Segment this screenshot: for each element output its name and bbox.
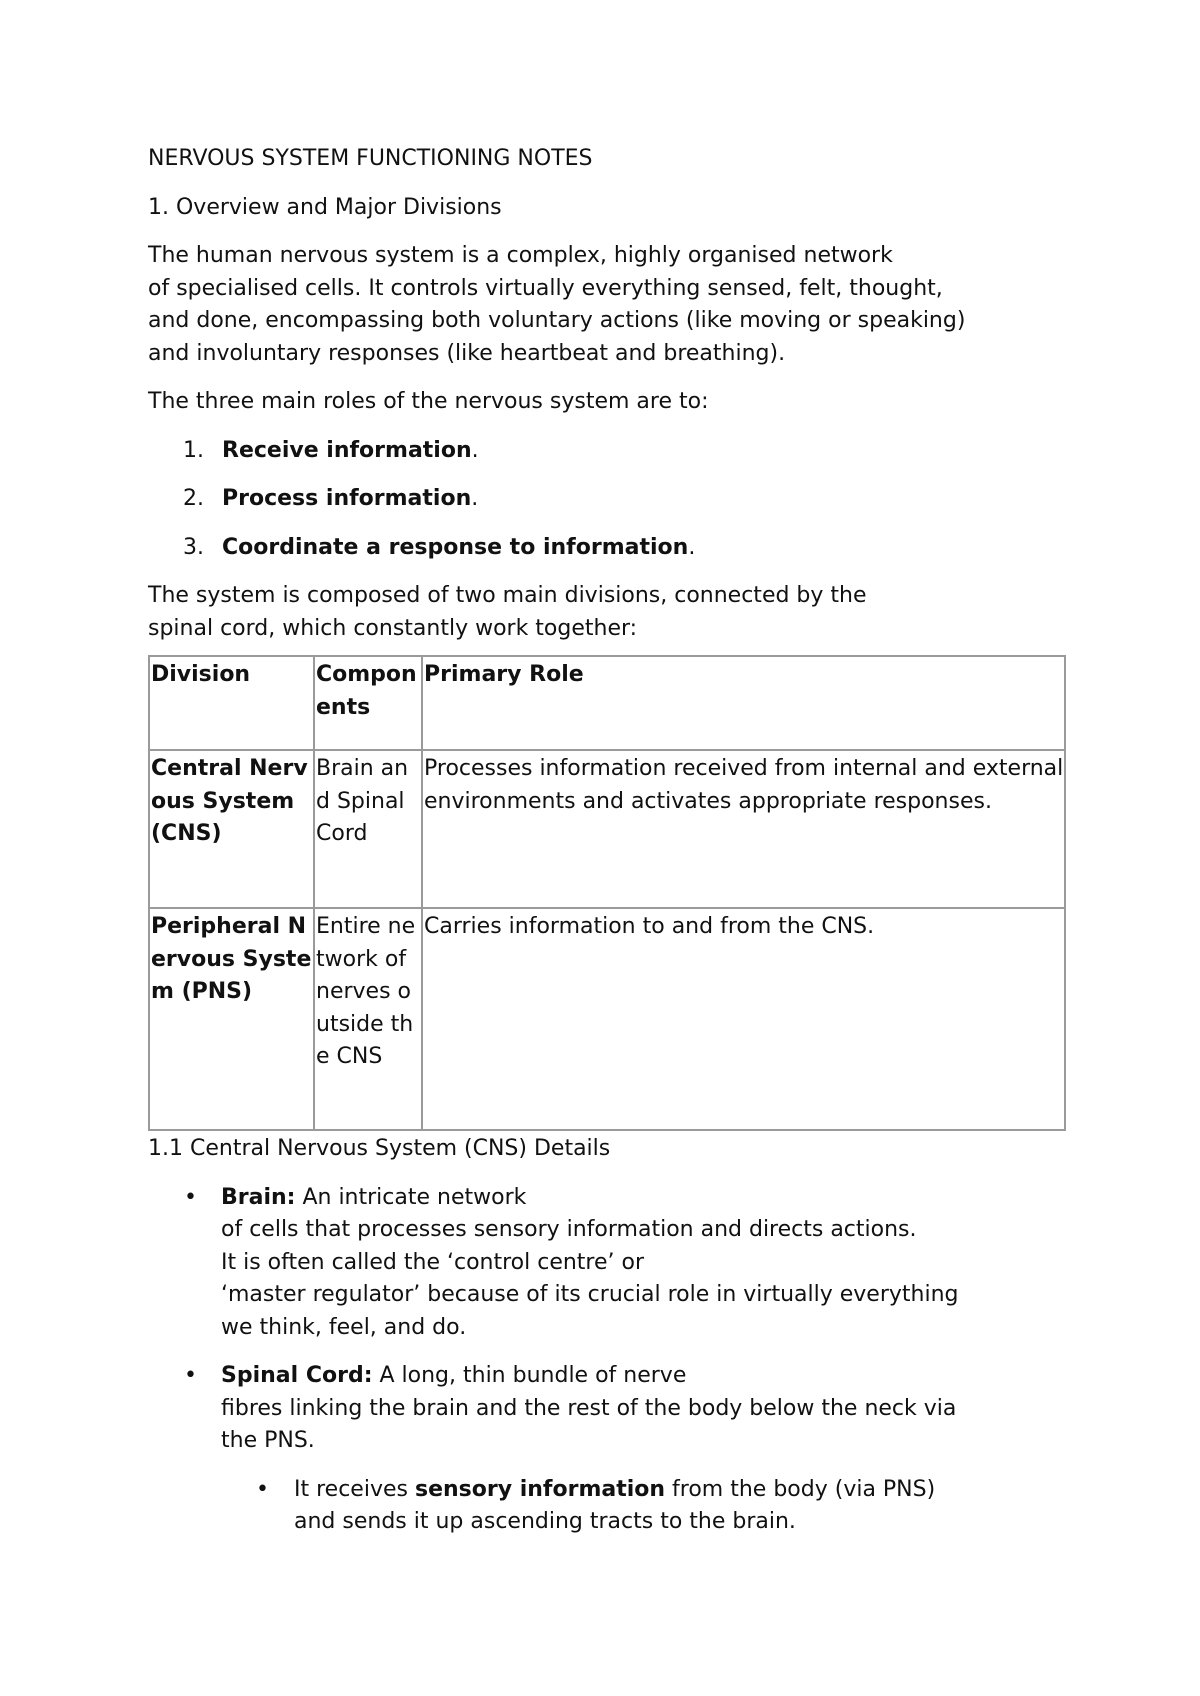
header-text: Components bbox=[316, 662, 417, 720]
text-line: It is often called the ‘control centre’ or bbox=[221, 1249, 645, 1275]
text-line bbox=[221, 1182, 1068, 1215]
header-text: Division bbox=[151, 662, 251, 687]
text-line: fibres linking the brain and the rest of the body below the neck via bbox=[221, 1395, 957, 1421]
text-span: It receives bbox=[294, 1476, 415, 1502]
list-item bbox=[148, 1360, 1068, 1539]
role-text: Coordinate a response to information bbox=[222, 534, 689, 560]
text-span: An intricate network bbox=[295, 1184, 527, 1210]
page-title: NERVOUS SYSTEM FUNCTIONING NOTES bbox=[148, 146, 593, 171]
sub-list-item bbox=[221, 1474, 1068, 1539]
table-header bbox=[422, 656, 1065, 750]
list-number: 3. bbox=[183, 534, 204, 560]
divisions-intro bbox=[148, 580, 1068, 645]
intro-paragraph bbox=[148, 240, 1068, 370]
bold-term: sensory information bbox=[414, 1476, 666, 1502]
header-text: Primary Role bbox=[424, 662, 584, 687]
sub-list bbox=[221, 1474, 1068, 1539]
divisions-table bbox=[148, 655, 1066, 1131]
table-row bbox=[149, 750, 1065, 908]
text-line bbox=[221, 1360, 1068, 1393]
roles-list bbox=[148, 435, 1068, 565]
text-span: A long, thin bundle of nerve bbox=[372, 1363, 687, 1388]
bullet-icon: • bbox=[184, 1184, 197, 1210]
list-number: 2. bbox=[183, 486, 204, 511]
table-header-row bbox=[149, 656, 1065, 750]
table-row bbox=[149, 908, 1065, 1130]
table-cell: Processes information received from internal and external environments and activates appropriate responses. bbox=[422, 750, 1065, 908]
table-cell: Brain and Spinal Cord bbox=[314, 750, 422, 908]
text-line: we think, feel, and do. bbox=[221, 1314, 467, 1340]
punctuation: . bbox=[471, 486, 479, 511]
role-text: Receive information bbox=[222, 437, 472, 463]
bullet-icon: • bbox=[256, 1476, 269, 1502]
text-line: and done, encompassing both voluntary actions (like moving or speaking) bbox=[148, 308, 966, 333]
term-label: Spinal Cord: bbox=[221, 1363, 373, 1388]
cns-details-list bbox=[148, 1182, 1068, 1539]
term-label: Brain: bbox=[221, 1184, 296, 1210]
list-number: 1. bbox=[183, 437, 204, 463]
text-line: The human nervous system is a complex, highly organised network bbox=[148, 243, 893, 268]
bullet-icon: • bbox=[184, 1363, 197, 1388]
section-heading: 1. Overview and Major Divisions bbox=[148, 194, 502, 220]
table-cell bbox=[149, 750, 314, 908]
text-line: the PNS. bbox=[221, 1428, 315, 1453]
cell-text: Central Nervous System (CNS) bbox=[151, 756, 308, 846]
table-header bbox=[314, 656, 422, 750]
roles-intro: The three main roles of the nervous system are to: bbox=[148, 389, 709, 414]
list-item bbox=[148, 483, 1068, 516]
table-cell: Entire network of nerves outside the CNS bbox=[314, 908, 422, 1130]
table-cell bbox=[149, 908, 314, 1130]
subsection-heading: 1.1 Central Nervous System (CNS) Details bbox=[148, 1136, 611, 1161]
text-line: The system is composed of two main divisions, connected by the bbox=[148, 583, 867, 608]
text-line: of cells that processes sensory information and directs actions. bbox=[221, 1217, 917, 1242]
text-line bbox=[294, 1474, 1068, 1507]
text-line: of specialised cells. It controls virtually everything sensed, felt, thought, bbox=[148, 275, 943, 301]
document-page bbox=[148, 143, 1068, 1555]
text-line: and sends it up ascending tracts to the brain. bbox=[294, 1509, 796, 1534]
punctuation: . bbox=[471, 437, 479, 463]
list-item bbox=[148, 1182, 1068, 1345]
text-line: and involuntary responses (like heartbeat and breathing). bbox=[148, 340, 786, 366]
text-line: ‘master regulator’ because of its crucial role in virtually everything bbox=[221, 1282, 959, 1307]
text-span: from the body (via PNS) bbox=[665, 1476, 936, 1502]
table-header bbox=[149, 656, 314, 750]
text-line: spinal cord, which constantly work together: bbox=[148, 615, 638, 641]
list-item bbox=[148, 435, 1068, 468]
role-text: Process information bbox=[222, 486, 472, 511]
punctuation: . bbox=[688, 534, 696, 560]
table-cell: Carries information to and from the CNS. bbox=[422, 908, 1065, 1130]
cell-text: Peripheral Nervous System (PNS) bbox=[151, 914, 312, 1004]
list-item bbox=[148, 532, 1068, 565]
